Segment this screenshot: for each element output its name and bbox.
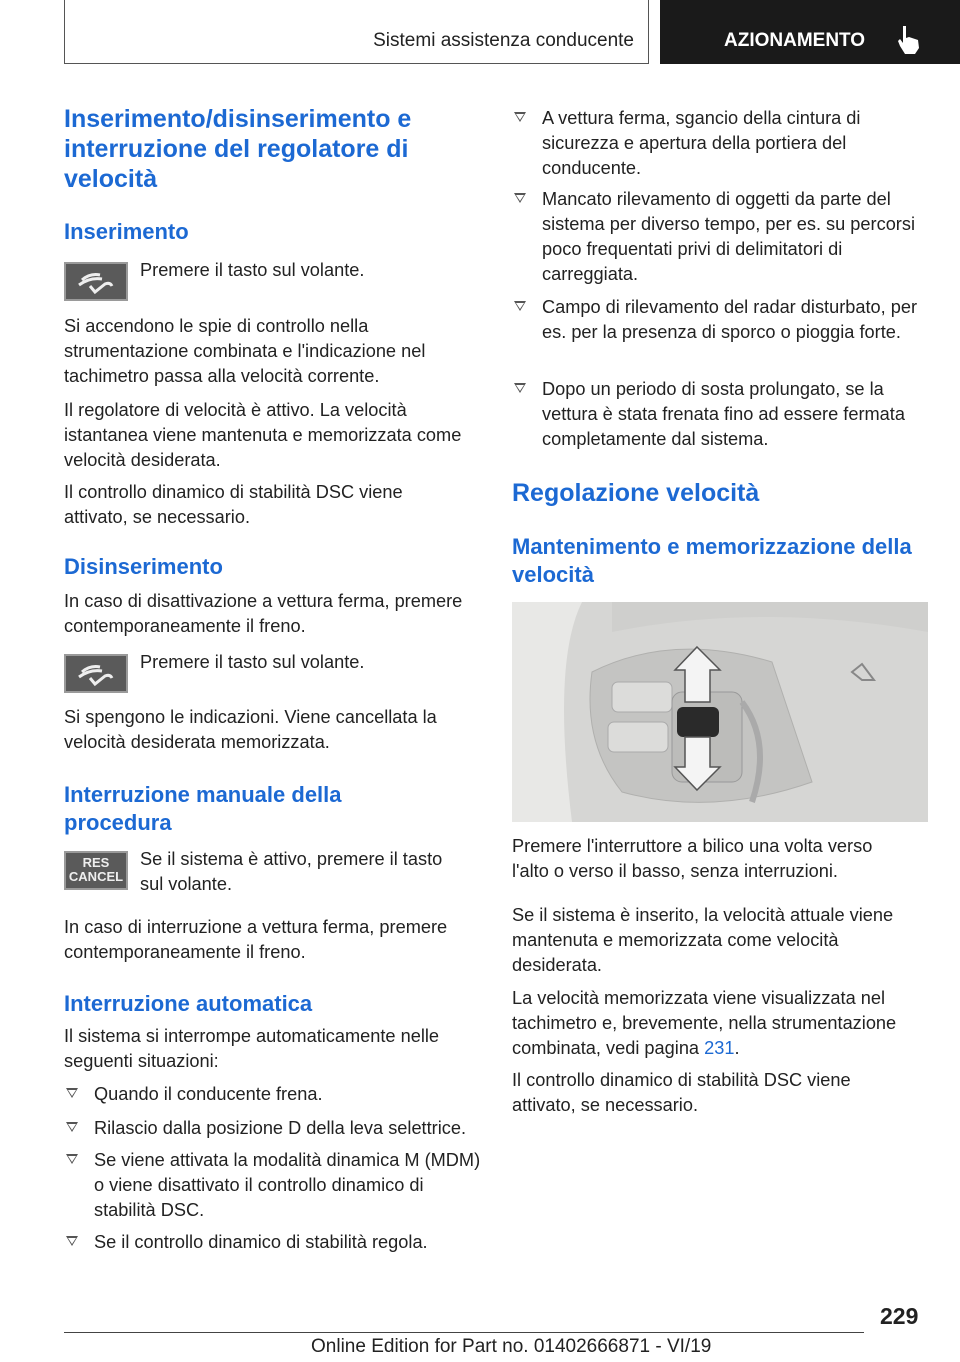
cruise-control-button-icon <box>64 262 128 301</box>
bullet-triangle-icon <box>514 112 526 122</box>
inserimento-p1: Si accendono le spie di controllo nella strumentazione combinata e l'indicazione nel tachimetro passa alla velocità corrente. <box>64 316 426 386</box>
header-chapter-title: AZIONAMENTO <box>724 30 866 51</box>
list-item: Se viene attivata la modalità dinamica M (MDM) o viene disattivato il controllo dinamico di stabilità DSC. <box>64 1148 482 1223</box>
list-item: Mancato rilevamento di oggetti da parte del sistema per diverso tempo, per es. su percorsi poco frequentati privi di delimitatori di carreggiata. <box>512 187 930 287</box>
res-cancel-button-icon <box>64 851 128 890</box>
cancel-label: CANCEL <box>68 869 124 884</box>
automatica-p1: Il sistema si interrompe automaticamente nelle seguenti situazioni: <box>64 1026 440 1071</box>
steering-wheel-photo <box>512 602 928 822</box>
header-section-tab <box>64 0 649 64</box>
footer-edition: Online Edition for Part no. 01402666871 - VI/19 <box>311 1336 712 1357</box>
mantenimento-p3: La velocità memorizzata viene visualizzata nel tachimetro e, brevemente, nella strumentazione combinata, vedi pagina 231. <box>512 988 897 1058</box>
page-number: 229 <box>880 1303 919 1329</box>
list-item: Quando il conducente frena. <box>64 1082 482 1107</box>
list-item: Campo di rilevamento del radar disturbato, per es. per la presenza di sporco o pioggia forte. <box>512 295 930 345</box>
main-title: Inserimento/disinserimento e interruzione del regolatore di velocità <box>64 105 412 193</box>
heading-disinserimento: Disinserimento <box>64 554 223 579</box>
bullet-triangle-icon <box>66 1122 78 1132</box>
mantenimento-p2: Se il sistema è inserito, la velocità attuale viene mantenuta e memorizzata come velocità desiderata. <box>512 905 894 975</box>
disinserimento-icon-text: Premere il tasto sul volante. <box>140 652 365 672</box>
list-item: Dopo un periodo di sosta prolungato, se la vettura è stata frenata fino ad essere fermata completamente dal sistema. <box>512 377 930 452</box>
footer-divider <box>64 1332 864 1333</box>
list-item: A vettura ferma, sgancio della cintura di sicurezza e apertura della portiera del conducente. <box>512 106 930 181</box>
heading-inserimento: Inserimento <box>64 219 189 244</box>
header-section-title: Sistemi assistenza conducente <box>373 30 634 51</box>
heading-regolazione-velocita: Regolazione velocità <box>512 479 760 507</box>
mantenimento-p4: Il controllo dinamico di stabilità DSC viene attivato, se necessario. <box>512 1070 851 1115</box>
list-item: Rilascio dalla posizione D della leva selettrice. <box>64 1116 482 1141</box>
bullet-triangle-icon <box>66 1088 78 1098</box>
list-item: Se il controllo dinamico di stabilità regola. <box>64 1230 482 1255</box>
res-label: RES <box>82 855 110 870</box>
inserimento-p2: Il regolatore di velocità è attivo. La velocità istantanea viene mantenuta e memorizzata come velocità desiderata. <box>64 400 462 470</box>
disinserimento-p1: In caso di disattivazione a vettura ferma, premere contemporaneamente il freno. <box>64 591 463 636</box>
cruise-control-button-icon <box>64 654 128 693</box>
bullet-triangle-icon <box>66 1154 78 1164</box>
disinserimento-p2: Si spengono le indicazioni. Viene cancellata la velocità desiderata memorizzata. <box>64 707 437 752</box>
manuale-icon-text: Se il sistema è attivo, premere il tasto sul volante. <box>140 849 443 894</box>
steering-wheel-rocker-illustration <box>512 602 928 822</box>
bullet-triangle-icon <box>514 383 526 393</box>
hand-pointer-icon <box>895 24 925 56</box>
inserimento-p3: Il controllo dinamico di stabilità DSC viene attivato, se necessario. <box>64 482 403 527</box>
page-reference-link[interactable]: 231 <box>704 1038 735 1058</box>
bullet-triangle-icon <box>514 193 526 203</box>
bullet-triangle-icon <box>514 301 526 311</box>
bullet-triangle-icon <box>66 1236 78 1246</box>
heading-mantenimento: Mantenimento e memorizzazione della velocità <box>512 534 912 587</box>
heading-interruzione-automatica: Interruzione automatica <box>64 991 313 1016</box>
mantenimento-p1: Premere l'interruttore a bilico una volta verso l'alto o verso il basso, senza interruzioni. <box>512 836 873 881</box>
header-chapter-tab <box>660 0 960 64</box>
manuale-p1: In caso di interruzione a vettura ferma, premere contemporaneamente il freno. <box>64 917 448 962</box>
heading-interruzione-manuale: Interruzione manuale della procedura <box>64 782 342 835</box>
inserimento-icon-text: Premere il tasto sul volante. <box>140 260 365 280</box>
